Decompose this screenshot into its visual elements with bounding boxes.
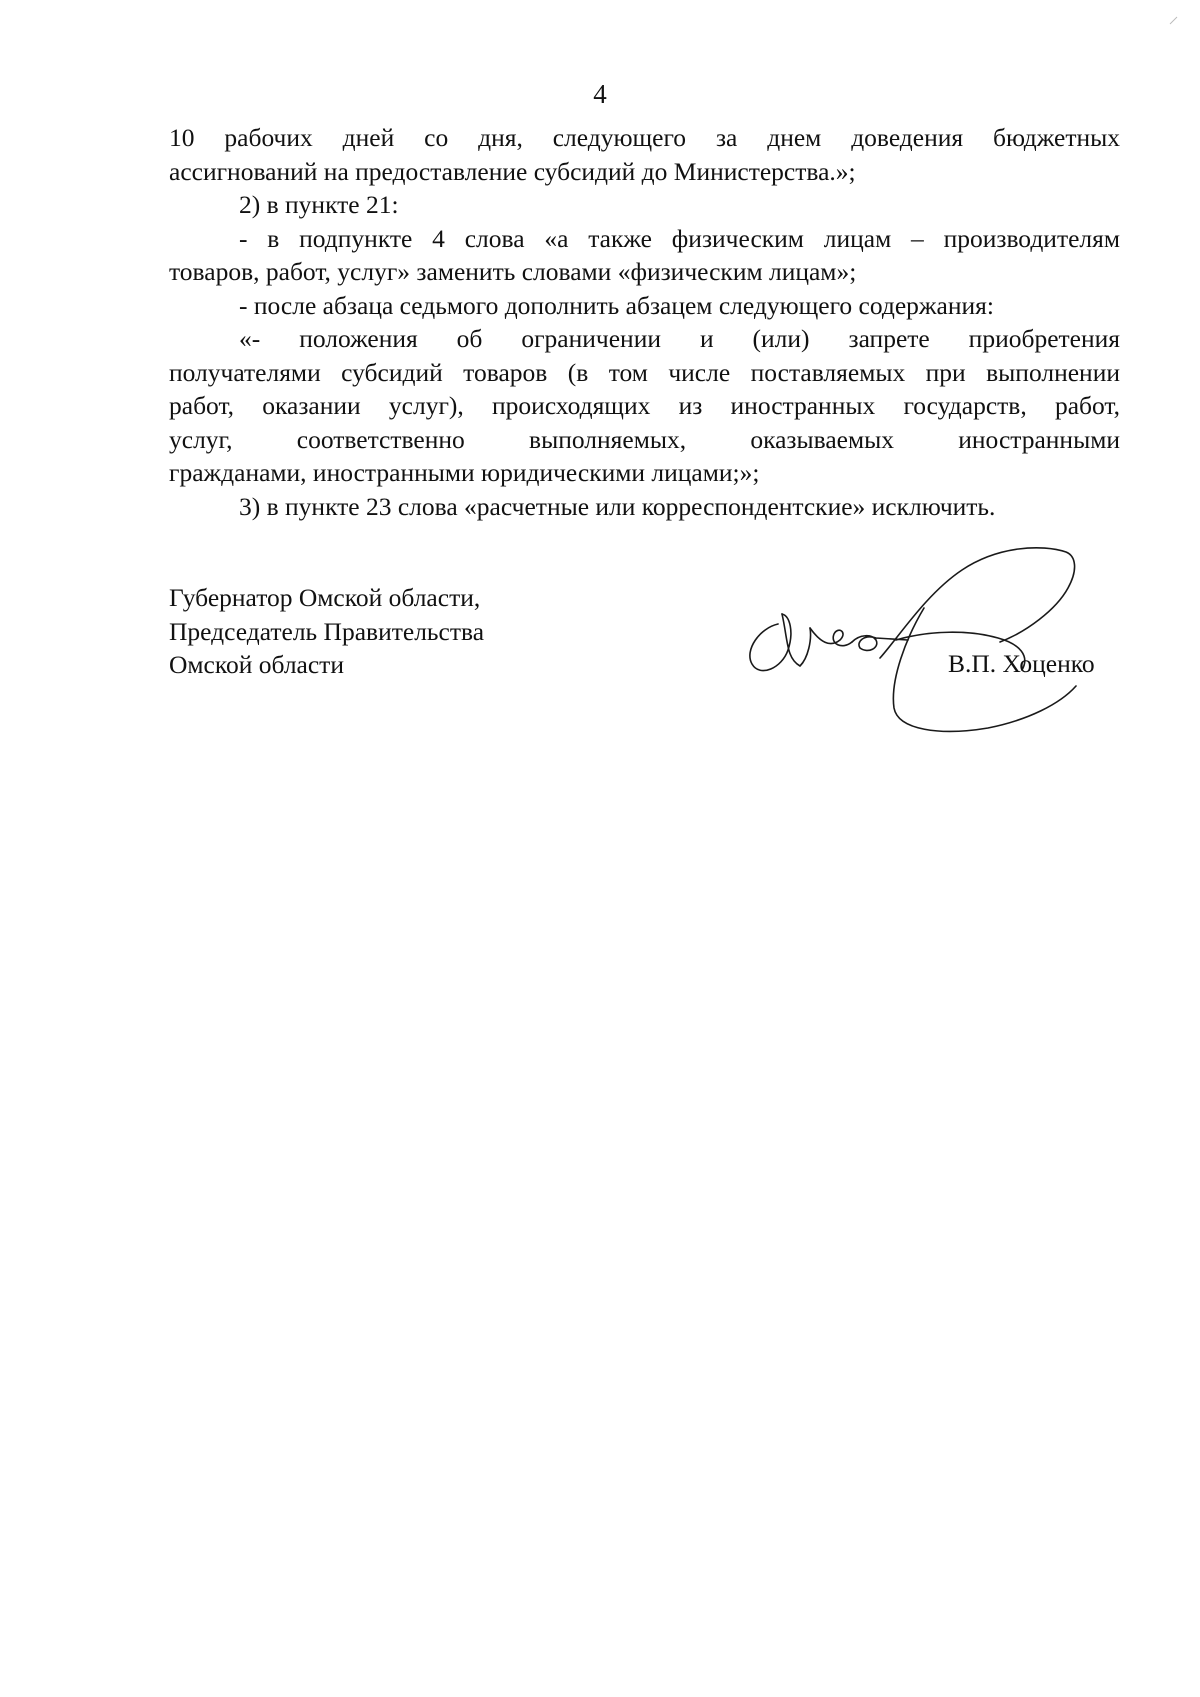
text-line: - в подпункте 4 слова «а также физическим лицам – производителям xyxy=(239,223,1120,253)
text-line: ассигнований на предоставление субсидий до Министерства.»; xyxy=(169,156,856,186)
signer-name: В.П. Хоценко xyxy=(948,649,1095,678)
text-line: услуг, соответственно выполняемых, оказываемых иностранными xyxy=(169,424,1120,454)
page-number: 4 xyxy=(593,79,607,109)
text-line: гражданами, иностранными юридическими лицами;»; xyxy=(169,458,760,487)
text-line: товаров, работ, услуг» заменить словами «физическим лицам»; xyxy=(169,257,857,286)
text-line: «- положения об ограничении и (или) запрете приобретения xyxy=(239,324,1120,353)
text-line: получателями субсидий товаров (в том числе поставляемых при выполнении xyxy=(169,357,1120,387)
scan-speck-icon xyxy=(1168,14,1180,26)
text-line: работ, оказании услуг), происходящих из иностранных государств, работ, xyxy=(169,391,1120,420)
signer-position-line: Председатель Правительства xyxy=(169,616,485,646)
paragraph-continuation xyxy=(169,121,1120,188)
paragraph-quoted-provision xyxy=(169,322,1120,490)
document-body xyxy=(169,121,1120,523)
paragraph-item-3: 3) в пункте 23 слова «расчетные или корреспондентские» исключить. xyxy=(239,491,996,521)
signer-position-line: Омской области xyxy=(169,650,344,679)
handwritten-signature-icon xyxy=(730,530,1130,750)
text-line: 10 рабочих дней со дня, следующего за днем доведения бюджетных xyxy=(169,123,1120,152)
paragraph-subitem-4 xyxy=(169,222,1120,289)
paragraph-addition: - после абзаца седьмого дополнить абзацем следующего содержания: xyxy=(239,290,994,320)
signer-position-line: Губернатор Омской области, xyxy=(169,583,481,612)
paragraph-item-2: 2) в пункте 21: xyxy=(239,190,399,219)
signer-position xyxy=(169,581,484,682)
